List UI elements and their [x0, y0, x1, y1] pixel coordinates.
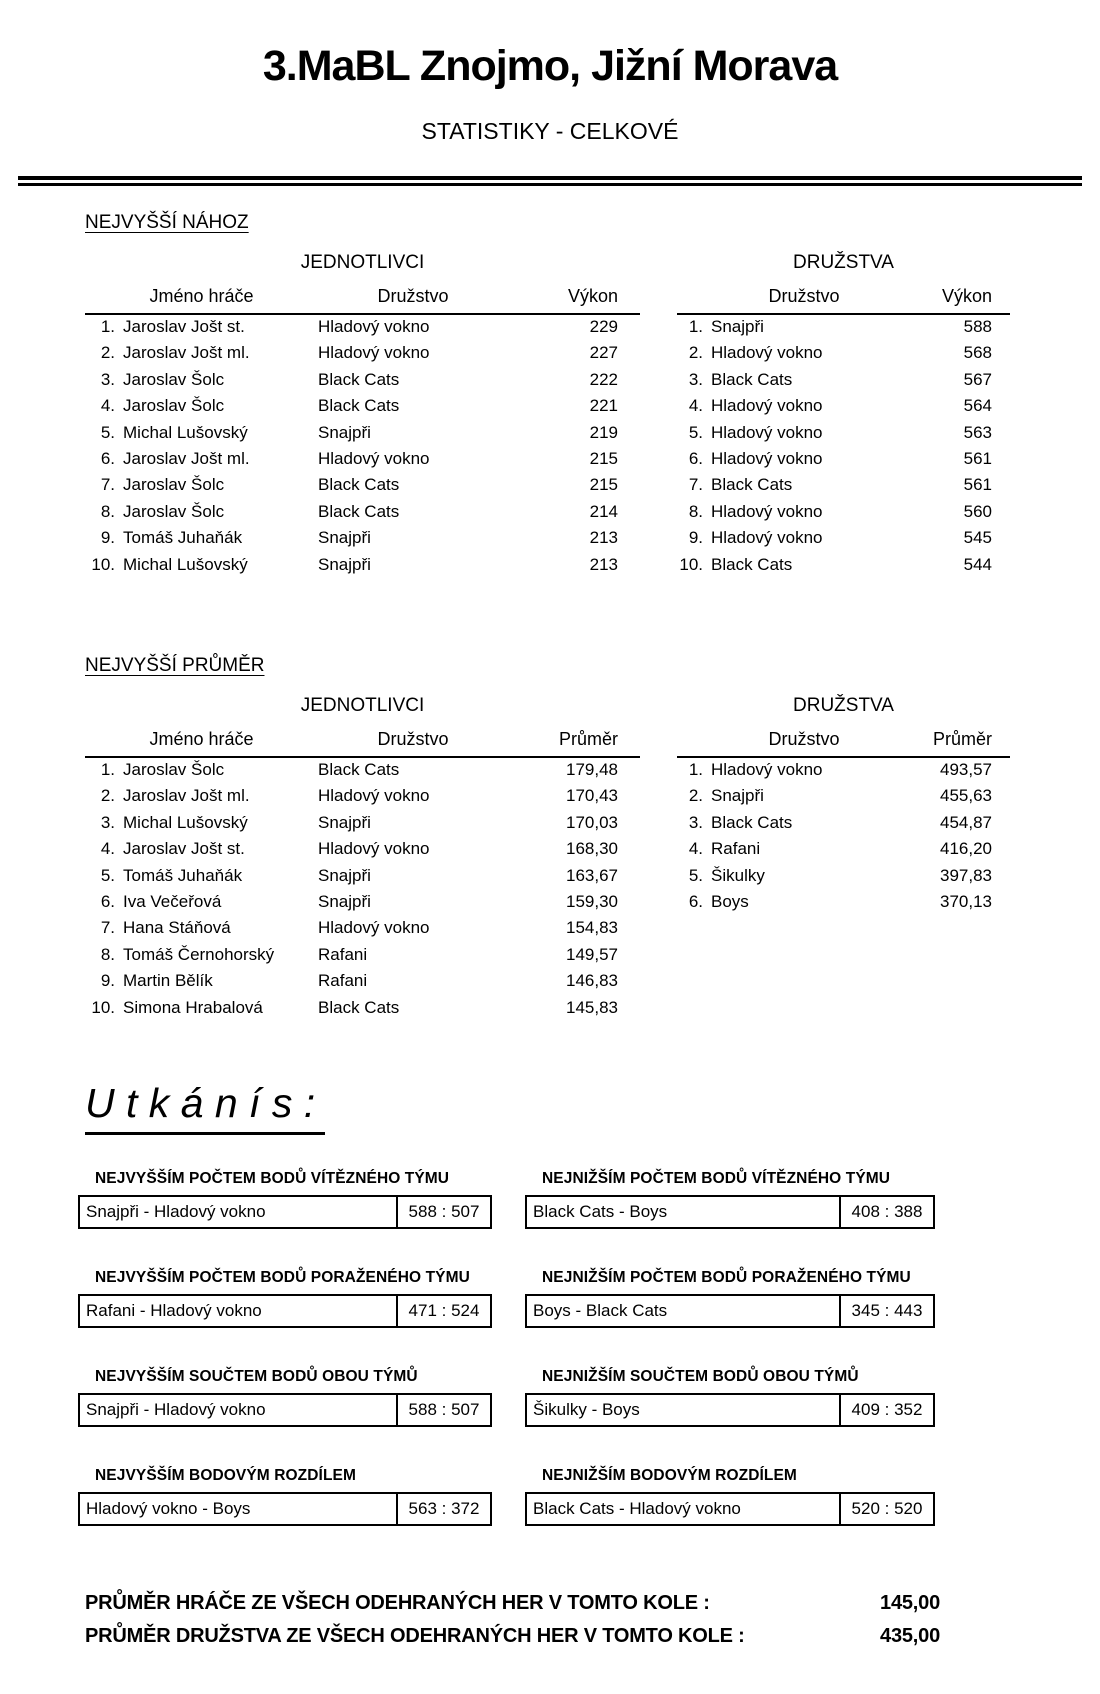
cell-rank: 8. [100, 501, 115, 521]
column-header-team: Družstvo [768, 286, 840, 306]
cell-rank: 4. [688, 839, 703, 859]
table-row [677, 525, 1010, 551]
cell-name: Jaroslav Jošt ml. [123, 448, 250, 468]
cell-rank: 7. [100, 918, 115, 938]
cell-rank: 2. [100, 343, 115, 363]
cell-value: 146,83 [566, 971, 618, 991]
match-lowest-winner-points [525, 1170, 935, 1229]
cell-name: Tomáš Juhaňák [123, 528, 243, 548]
table-row [677, 446, 1010, 472]
cell-value: 179,48 [566, 760, 618, 779]
cell-value: 545 [963, 528, 992, 548]
cell-value: 215 [589, 448, 618, 468]
cell-rank: 5. [688, 865, 703, 885]
cell-name: Jaroslav Jošt ml. [123, 786, 250, 806]
table-row [677, 367, 1010, 393]
cell-name: Michal Lušovský [123, 812, 248, 832]
table-row [677, 552, 1010, 578]
match-pairing: Boys - Black Cats [533, 1301, 668, 1320]
match-label: NEJNIŽŠÍM POČTEM BODŮ PORAŽENÉHO TÝMU [542, 1269, 911, 1286]
cell-value: 416,20 [940, 839, 992, 859]
cell-rank: 4. [100, 839, 115, 859]
table-row [677, 783, 1010, 809]
cell-name: Tomáš Černohorský [123, 944, 275, 964]
cell-team: Black Cats [318, 369, 400, 389]
match-box [78, 1393, 492, 1427]
cell-value: 154,83 [566, 918, 618, 938]
table-row [677, 889, 1010, 915]
match-box [525, 1195, 935, 1229]
table-header [677, 729, 1010, 758]
table-row [85, 942, 640, 968]
cell-name: Jaroslav Jošt st. [123, 317, 245, 336]
cell-rank: 9. [100, 528, 115, 548]
cell-team: Boys [711, 891, 749, 911]
match-pairing: Šikulky - Boys [533, 1400, 640, 1419]
match-lowest-total-points [525, 1368, 935, 1427]
column-header-spacer [677, 286, 711, 307]
cell-rank: 6. [688, 448, 703, 468]
match-highest-total-points [78, 1368, 492, 1427]
cell-value: 397,83 [940, 865, 992, 885]
section-nejvyssi-prumer [85, 655, 1015, 1035]
cell-rank: 2. [688, 343, 703, 363]
table-row [85, 446, 640, 472]
cell-team: Black Cats [318, 501, 400, 521]
cell-name: Jaroslav Jošt ml. [123, 343, 250, 363]
match-highest-point-difference [78, 1467, 492, 1526]
footer-line [85, 1592, 940, 1615]
cell-team: Hladový vokno [318, 448, 430, 468]
cell-team: Snajpři [711, 317, 764, 336]
match-label: NEJVYŠŠÍM SOUČTEM BODŮ OBOU TÝMŮ [95, 1368, 418, 1385]
match-lowest-loser-points [525, 1269, 935, 1328]
cell-team: Hladový vokno [711, 501, 823, 521]
table-row [85, 968, 640, 994]
page-subtitle: STATISTIKY - CELKOVÉ [421, 118, 679, 144]
match-box [78, 1492, 492, 1526]
table-title: JEDNOTLIVCI [300, 252, 425, 273]
table-body [677, 757, 1010, 915]
cell-team: Hladový vokno [318, 786, 430, 806]
cell-team: Snajpři [318, 554, 371, 574]
cell-rank: 5. [100, 865, 115, 885]
cell-name: Simona Hrabalová [123, 997, 263, 1017]
cell-name: Jaroslav Šolc [123, 501, 225, 521]
match-highest-winner-points [78, 1170, 492, 1229]
cell-value: 544 [963, 554, 992, 574]
table-row [85, 863, 640, 889]
cell-value: 563 [963, 422, 992, 442]
cell-team: Snajpři [318, 812, 371, 832]
cell-team: Hladový vokno [711, 422, 823, 442]
table-row [85, 393, 640, 419]
cell-rank: 7. [688, 475, 703, 495]
cell-value: 170,03 [566, 812, 618, 832]
table-title: JEDNOTLIVCI [300, 695, 425, 716]
table-row [677, 499, 1010, 525]
match-box [525, 1393, 935, 1427]
match-score: 471 : 524 [396, 1296, 490, 1326]
column-header-name: Jméno hráče [149, 729, 254, 749]
table-row [677, 314, 1010, 340]
table-row [85, 810, 640, 836]
match-score: 588 : 507 [396, 1197, 490, 1227]
footer-value: 145,00 [880, 1592, 940, 1614]
cell-value: 567 [963, 369, 992, 389]
matches-heading [85, 1080, 325, 1135]
cell-rank: 2. [688, 786, 703, 806]
match-score: 345 : 443 [839, 1296, 933, 1326]
cell-team: Snajpři [318, 865, 371, 885]
match-label: NEJNIŽŠÍM SOUČTEM BODŮ OBOU TÝMŮ [542, 1368, 859, 1385]
footer-line [85, 1625, 940, 1648]
footer-averages [85, 1592, 940, 1658]
matches-heading-text: U t k á n í s : [85, 1080, 325, 1135]
cell-value: 213 [589, 528, 618, 548]
match-score: 563 : 372 [396, 1494, 490, 1524]
table-row [85, 499, 640, 525]
cell-rank: 10. [679, 554, 703, 574]
cell-value: 493,57 [940, 760, 992, 779]
cell-team: Hladový vokno [318, 918, 430, 938]
cell-team: Hladový vokno [318, 343, 430, 363]
table-row [677, 340, 1010, 366]
cell-rank: 1. [688, 317, 703, 336]
page-title: 3.MaBL Znojmo, Jižní Morava [262, 42, 838, 90]
footer-label: PRŮMĚR HRÁČE ZE VŠECH ODEHRANÝCH HER V TOMTO KOLE : [85, 1592, 710, 1614]
table-row [85, 836, 640, 862]
table-row [677, 472, 1010, 498]
cell-rank: 9. [100, 971, 115, 991]
cell-rank: 6. [100, 448, 115, 468]
cell-rank: 3. [688, 812, 703, 832]
table-header [85, 286, 640, 315]
match-pairing: Black Cats - Boys [533, 1202, 668, 1221]
cell-name: Iva Večeřová [123, 891, 222, 911]
cell-value: 163,67 [566, 865, 618, 885]
table-row [85, 889, 640, 915]
cell-rank: 8. [100, 944, 115, 964]
cell-team: Hladový vokno [711, 528, 823, 548]
cell-value: 214 [589, 501, 618, 521]
cell-team: Rafani [318, 971, 368, 991]
cell-value: 229 [589, 317, 618, 336]
cell-team: Snajpři [318, 422, 371, 442]
column-header-value: Průměr [932, 729, 992, 749]
cell-rank: 3. [688, 369, 703, 389]
cell-rank: 10. [91, 997, 115, 1017]
cell-name: Jaroslav Šolc [123, 396, 225, 416]
cell-value: 219 [589, 422, 618, 442]
cell-value: 215 [589, 475, 618, 495]
column-header-value: Průměr [558, 729, 618, 749]
table-header [677, 286, 1010, 315]
match-box [78, 1195, 492, 1229]
table-row [85, 314, 640, 340]
cell-rank: 6. [688, 891, 703, 911]
section-heading: NEJVYŠŠÍ NÁHOZ [85, 212, 249, 233]
cell-rank: 5. [100, 422, 115, 442]
match-score: 409 : 352 [839, 1395, 933, 1425]
match-label: NEJNIŽŠÍM BODOVÝM ROZDÍLEM [542, 1467, 797, 1484]
match-score: 520 : 520 [839, 1494, 933, 1524]
cell-value: 168,30 [566, 839, 618, 859]
section-heading: NEJVYŠŠÍ PRŮMĚR [85, 655, 265, 676]
cell-team: Snajpři [318, 528, 371, 548]
cell-value: 454,87 [940, 812, 992, 832]
match-box [525, 1294, 935, 1328]
cell-value: 561 [963, 448, 992, 468]
cell-team: Snajpři [711, 786, 764, 806]
cell-name: Jaroslav Šolc [123, 760, 225, 779]
cell-team: Black Cats [711, 369, 793, 389]
column-header-team: Družstvo [377, 729, 449, 749]
table-row [677, 836, 1010, 862]
table-row [677, 420, 1010, 446]
cell-team: Black Cats [318, 760, 400, 779]
matches-grid [78, 1170, 935, 1526]
table-title: DRUŽSTVA [793, 252, 894, 273]
cell-value: 568 [963, 343, 992, 363]
cell-team: Rafani [318, 944, 368, 964]
cell-name: Martin Bělík [123, 971, 213, 991]
cell-value: 149,57 [566, 944, 618, 964]
match-box [78, 1294, 492, 1328]
column-header-value: Výkon [567, 286, 618, 306]
cell-value: 222 [589, 369, 618, 389]
cell-team: Black Cats [711, 554, 793, 574]
table-row [677, 393, 1010, 419]
match-label: NEJVYŠŠÍM POČTEM BODŮ PORAŽENÉHO TÝMU [95, 1269, 470, 1286]
cell-value: 561 [963, 475, 992, 495]
cell-value: 227 [589, 343, 618, 363]
cell-team: Black Cats [318, 475, 400, 495]
cell-team: Hladový vokno [711, 760, 823, 779]
column-header-name: Jméno hráče [149, 286, 254, 306]
match-pairing: Snajpři - Hladový vokno [86, 1400, 266, 1419]
cell-rank: 2. [100, 786, 115, 806]
cell-value: 560 [963, 501, 992, 521]
table-body [85, 314, 640, 578]
cell-team: Šikulky [711, 865, 765, 885]
cell-name: Michal Lušovský [123, 554, 248, 574]
cell-value: 370,13 [940, 891, 992, 911]
cell-value: 145,83 [566, 997, 618, 1017]
cell-team: Hladový vokno [711, 343, 823, 363]
cell-name: Michal Lušovský [123, 422, 248, 442]
table-row [85, 367, 640, 393]
cell-value: 564 [963, 396, 992, 416]
header-divider [18, 176, 1082, 186]
match-label: NEJVYŠŠÍM BODOVÝM ROZDÍLEM [95, 1467, 356, 1484]
cell-name: Tomáš Juhaňák [123, 865, 243, 885]
cell-team: Black Cats [711, 812, 793, 832]
match-score: 408 : 388 [839, 1197, 933, 1227]
column-header-value: Výkon [941, 286, 992, 306]
cell-rank: 4. [100, 396, 115, 416]
table-row [677, 757, 1010, 783]
cell-rank: 6. [100, 891, 115, 911]
match-pairing: Hladový vokno - Boys [86, 1499, 251, 1518]
cell-rank: 3. [100, 812, 115, 832]
table-body [677, 314, 1010, 578]
cell-team: Black Cats [318, 997, 400, 1017]
table-row [85, 472, 640, 498]
cell-rank: 4. [688, 396, 703, 416]
cell-rank: 5. [688, 422, 703, 442]
cell-name: Jaroslav Jošt st. [123, 839, 245, 859]
footer-value: 435,00 [880, 1625, 940, 1647]
cell-team: Hladový vokno [318, 839, 430, 859]
match-label: NEJNIŽŠÍM POČTEM BODŮ VÍTĚZNÉHO TÝMU [542, 1170, 891, 1187]
match-pairing: Rafani - Hladový vokno [86, 1301, 262, 1320]
cell-rank: 1. [100, 760, 115, 779]
cell-team: Black Cats [711, 475, 793, 495]
table-row [85, 757, 640, 783]
cell-name: Hana Stáňová [123, 918, 231, 938]
column-header-team: Družstvo [768, 729, 840, 749]
cell-value: 588 [963, 317, 992, 336]
cell-value: 221 [589, 396, 618, 416]
table-row [85, 915, 640, 941]
cell-rank: 1. [688, 760, 703, 779]
cell-rank: 1. [100, 317, 115, 336]
table-row [85, 995, 640, 1021]
column-header-spacer [677, 729, 711, 750]
cell-value: 159,30 [566, 891, 618, 911]
cell-rank: 7. [100, 475, 115, 495]
cell-value: 213 [589, 554, 618, 574]
table-row [677, 863, 1010, 889]
table-row [677, 810, 1010, 836]
match-highest-loser-points [78, 1269, 492, 1328]
cell-name: Jaroslav Šolc [123, 475, 225, 495]
section-nejvyssi-nahoz [85, 212, 1015, 592]
table-header [85, 729, 640, 758]
cell-rank: 9. [688, 528, 703, 548]
match-label: NEJVYŠŠÍM POČTEM BODŮ VÍTĚZNÉHO TÝMU [95, 1170, 450, 1187]
cell-rank: 3. [100, 369, 115, 389]
table-row [85, 525, 640, 551]
table-body [85, 757, 640, 1021]
column-header-team: Družstvo [377, 286, 449, 306]
table-title: DRUŽSTVA [793, 695, 894, 716]
match-pairing: Snajpři - Hladový vokno [86, 1202, 266, 1221]
table-row [85, 552, 640, 578]
cell-team: Hladový vokno [711, 396, 823, 416]
cell-team: Snajpři [318, 891, 371, 911]
table-row [85, 340, 640, 366]
cell-value: 170,43 [566, 786, 618, 806]
cell-name: Jaroslav Šolc [123, 369, 225, 389]
table-row [85, 420, 640, 446]
cell-team: Hladový vokno [318, 317, 430, 336]
match-box [525, 1492, 935, 1526]
match-lowest-point-difference [525, 1467, 935, 1526]
cell-value: 455,63 [940, 786, 992, 806]
cell-rank: 8. [688, 501, 703, 521]
cell-rank: 10. [91, 554, 115, 574]
cell-team: Black Cats [318, 396, 400, 416]
table-row [85, 783, 640, 809]
cell-team: Rafani [711, 839, 761, 859]
match-pairing: Black Cats - Hladový vokno [533, 1499, 741, 1518]
footer-label: PRŮMĚR DRUŽSTVA ZE VŠECH ODEHRANÝCH HER V TOMTO KOLE : [85, 1625, 745, 1647]
cell-team: Hladový vokno [711, 448, 823, 468]
match-score: 588 : 507 [396, 1395, 490, 1425]
